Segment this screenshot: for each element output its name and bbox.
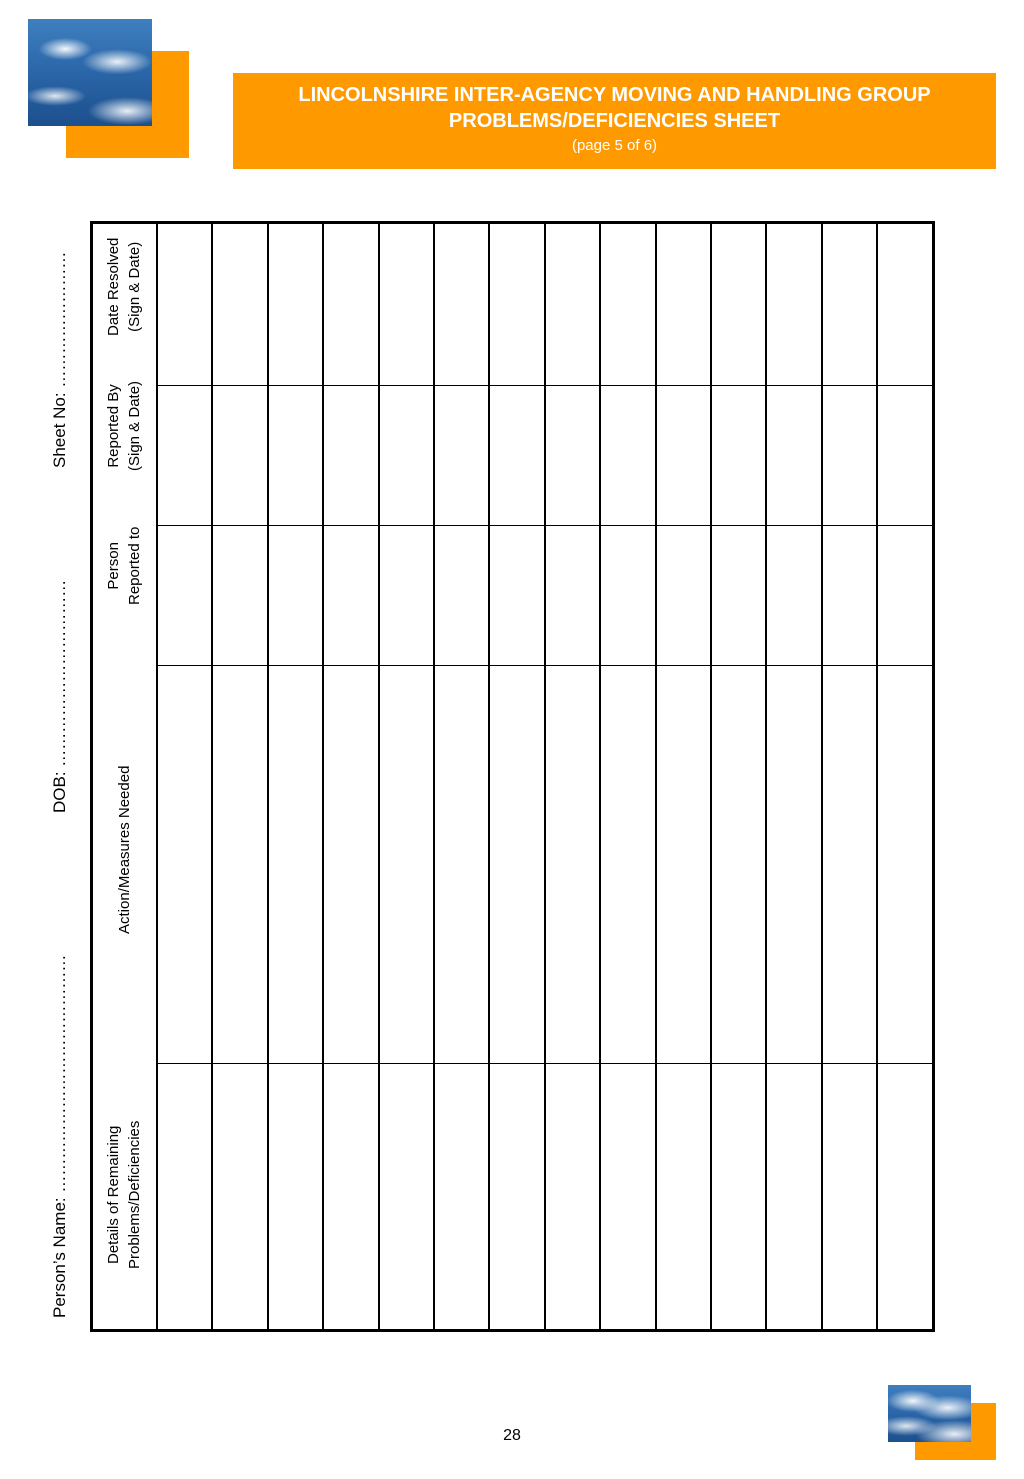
sky-image (28, 19, 152, 126)
sheet-no-field: Sheet No: …………………… (50, 251, 69, 468)
column-divider (156, 1063, 932, 1064)
row-separator (544, 224, 546, 1329)
column-divider (156, 525, 932, 526)
row-separator (156, 224, 158, 1329)
row-separator (267, 224, 269, 1329)
row-separator (876, 224, 878, 1329)
row-separator (211, 224, 213, 1329)
header-date-resolved: Date Resolved (Sign & Date) (105, 237, 143, 336)
column-divider (156, 665, 932, 666)
person-name-field: Person’s Name: …………………………………… (50, 954, 69, 1318)
row-separator (378, 224, 380, 1329)
title-line-2: PROBLEMS/DEFICIENCIES SHEET (448, 110, 781, 132)
header-action: Action/Measures Needed (116, 765, 133, 934)
problems-table (90, 221, 935, 1332)
row-separator (488, 224, 490, 1329)
header-reported-by: Reported By (Sign & Date) (105, 380, 143, 471)
title-line-1: LINCOLNSHIRE INTER-AGENCY MOVING AND HANDLING GROUP (298, 84, 931, 106)
title-banner (233, 73, 996, 169)
sky-image (888, 1385, 971, 1442)
row-separator (821, 224, 823, 1329)
dob-field: DOB: …………………………… (50, 579, 69, 813)
row-separator (433, 224, 435, 1329)
row-separator (322, 224, 324, 1329)
page-number: 28 (503, 1427, 521, 1444)
row-separator (710, 224, 712, 1329)
column-divider (156, 385, 932, 386)
row-separator (599, 224, 601, 1329)
header-details: Details of Remaining Problems/Deficiencies (105, 1120, 143, 1269)
header-person-reported-to: Person Reported to (105, 526, 143, 605)
page-info: (page 5 of 6) (571, 137, 658, 154)
row-separator (655, 224, 657, 1329)
row-separator (765, 224, 767, 1329)
